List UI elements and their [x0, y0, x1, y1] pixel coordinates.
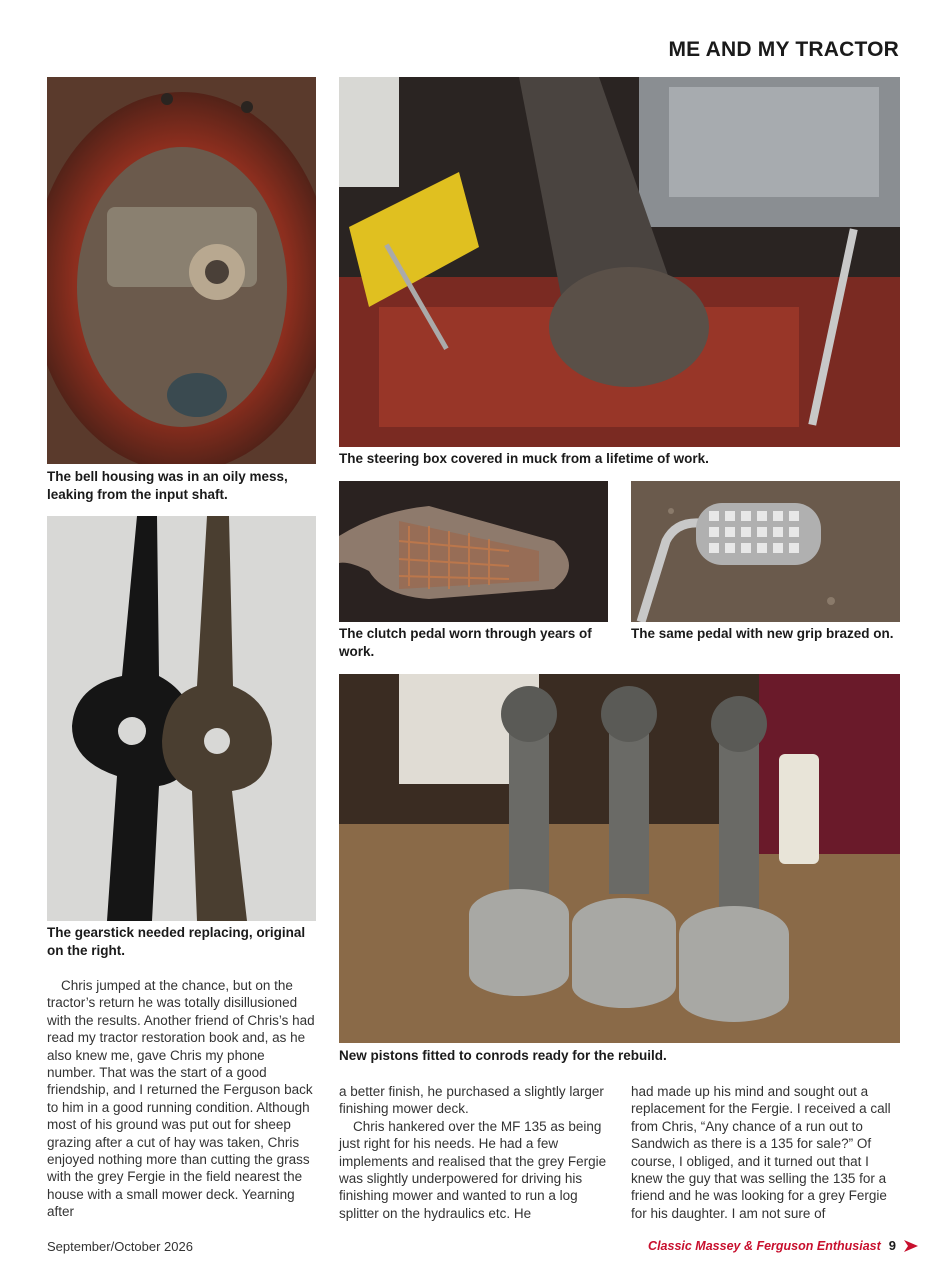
- arrow-right-icon: [904, 1240, 918, 1252]
- caption-bell-housing: The bell housing was in an oily mess, leaking from the input shaft.: [47, 469, 288, 502]
- caption-pistons: New pistons fitted to conrods ready for the rebuild.: [339, 1048, 667, 1063]
- photo-bell-housing: [47, 77, 316, 464]
- footer-branding: [648, 1238, 918, 1253]
- caption-steering-box: The steering box covered in muck from a lifetime of work.: [339, 451, 709, 466]
- article-paragraph: Chris hankered over the MF 135 as being just right for his needs. He had a few implements and realised that the grey Fergie was slightly underpowered for driving his finishing mower and wanted to run a log splitter on the hydraulics etc. He: [339, 1118, 607, 1221]
- article-column-2: [339, 1083, 609, 1222]
- caption-clutch-new: The same pedal with new grip brazed on.: [631, 626, 894, 641]
- article-column-3: [631, 1083, 903, 1222]
- photo-pistons: [339, 674, 900, 1043]
- photo-clutch-worn: [339, 481, 608, 622]
- article-paragraph: had made up his mind and sought out a replacement for the Fergie. I received a call from Chris, “Any chance of a run out to Sandwich as there is a 135 for sale?” Of course, I obliged, and it turned out that I knew the guy that was selling the 135 for a friend and he was looking for a grey Fergie for his daughter. I am not sure of: [631, 1084, 891, 1221]
- photo-clutch-new: [631, 481, 900, 622]
- article-paragraph: Chris jumped at the chance, but on the tractor’s return he was totally disillusioned with the results. Another friend of Chris’s had read my tractor restoration book and, as he also knew me, gave Chris my phone number. That was the start of a good friendship, and I returned the Ferguson back to him in a good running condition. Although most of his ground was put out for sheep grazing after a cut of hay was taken, Chris enjoyed nothing more than cutting the grass with the grey Fergie in the field nearest the house with a small mower deck. Yearning after: [47, 978, 315, 1220]
- article-paragraph: a better finish, he purchased a slightly larger finishing mower deck.: [339, 1084, 604, 1117]
- photo-steering-box: [339, 77, 900, 447]
- issue-date: September/October 2026: [47, 1239, 193, 1254]
- magazine-title: Classic Massey & Ferguson Enthusiast: [648, 1238, 881, 1253]
- caption-gearstick: The gearstick needed replacing, original on the right.: [47, 925, 306, 958]
- section-title: ME AND MY TRACTOR: [668, 38, 899, 61]
- article-column-1: [47, 977, 317, 1221]
- photo-gearstick: [47, 516, 316, 921]
- page-number: 9: [888, 1238, 896, 1253]
- caption-clutch-worn: The clutch pedal worn through years of work.: [339, 626, 592, 659]
